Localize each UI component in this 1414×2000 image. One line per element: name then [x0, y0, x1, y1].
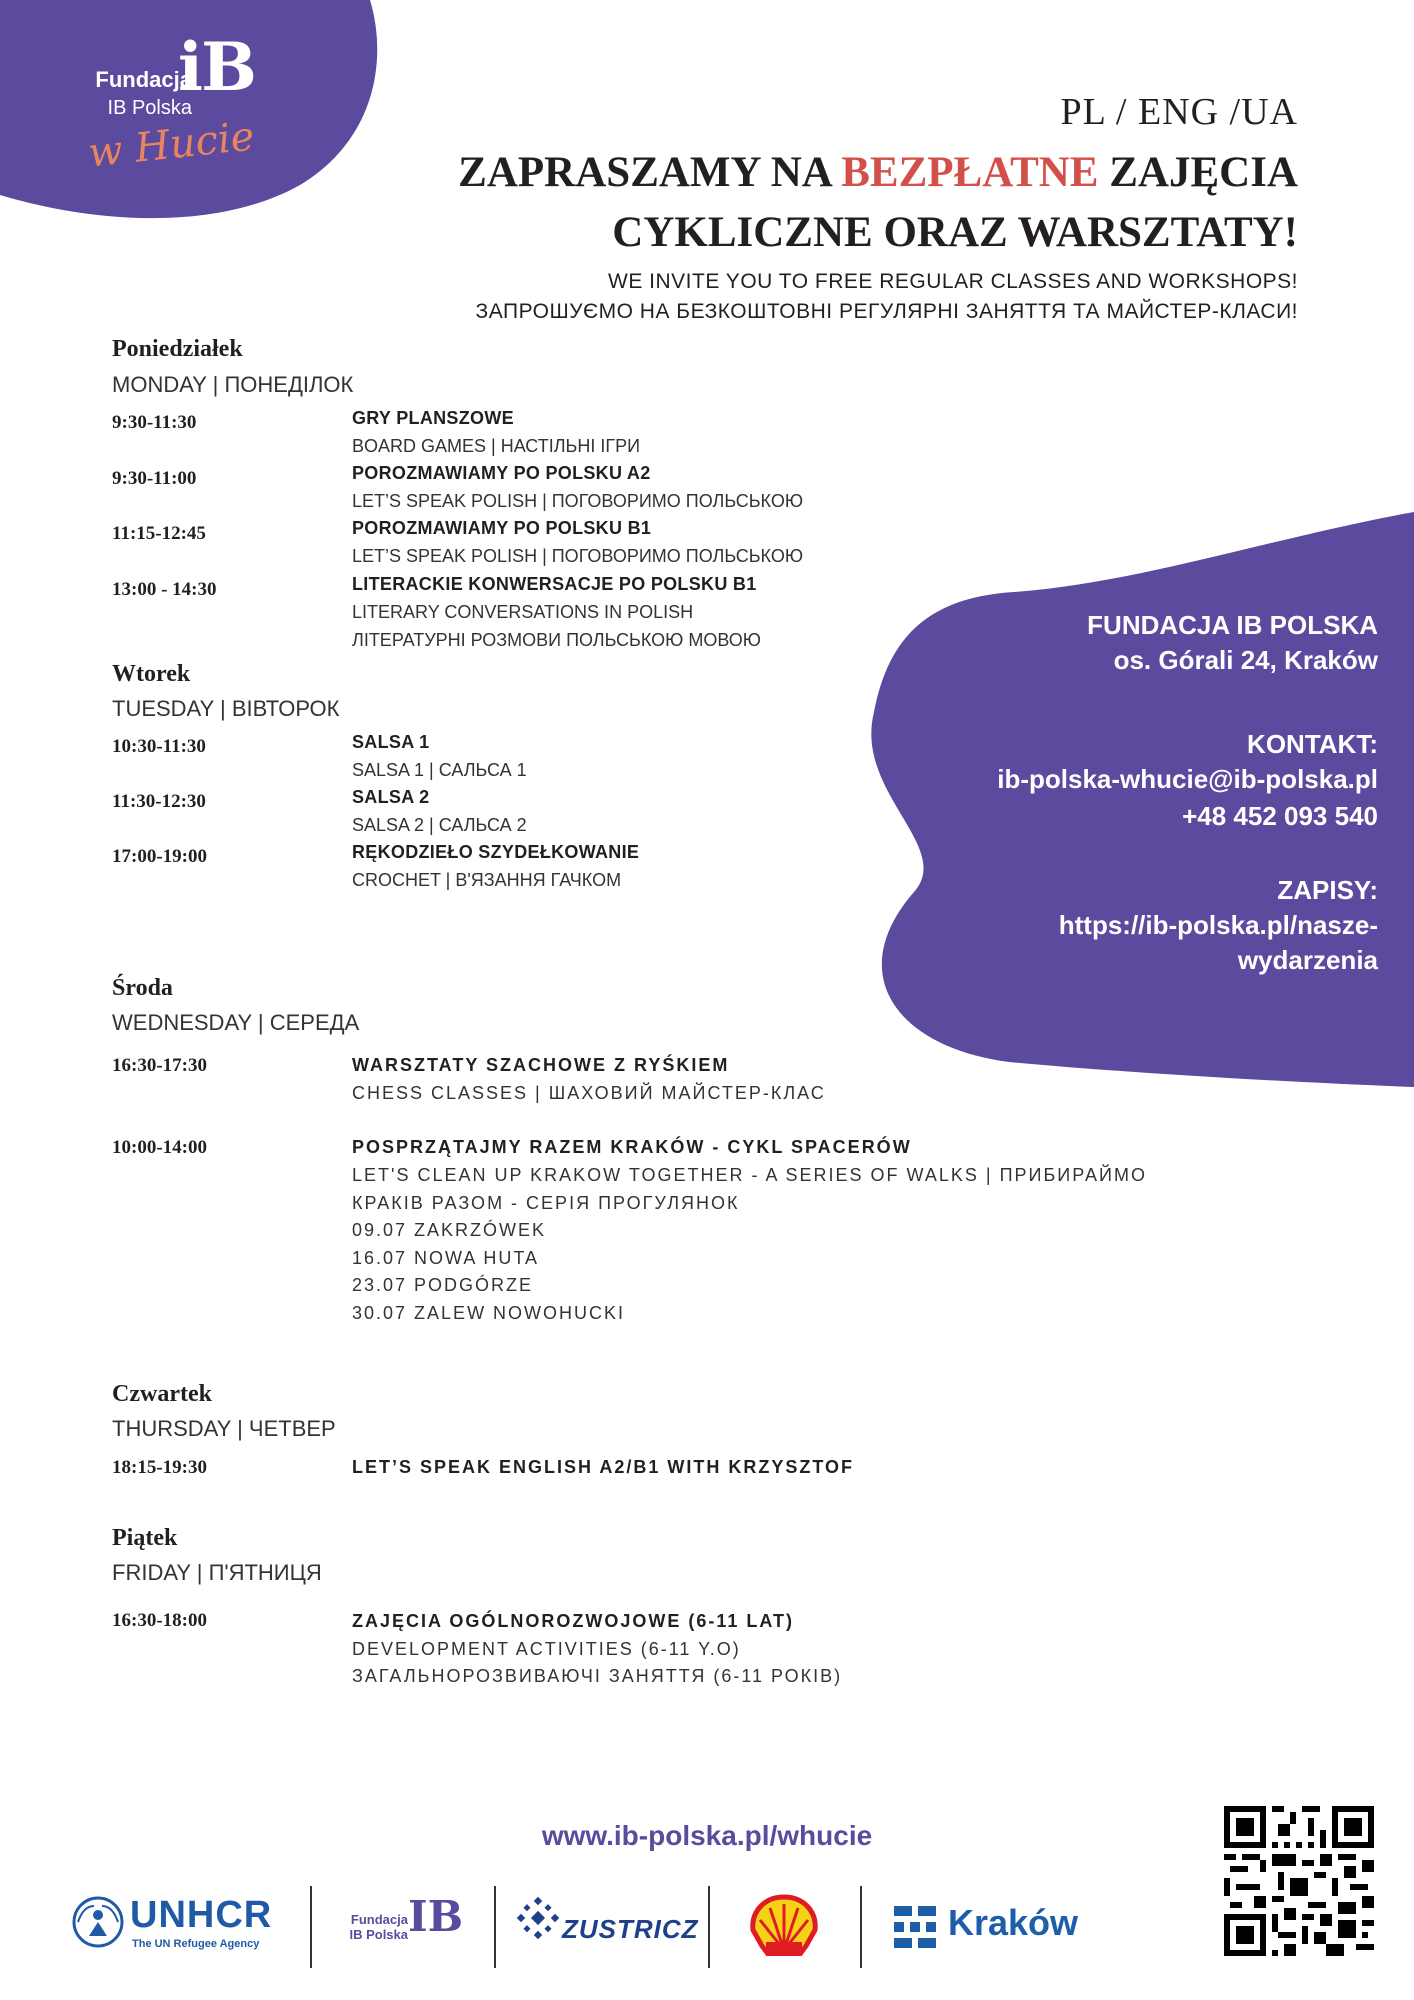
- info-signup-url-line-1: https://ib-polska.pl/nasze-: [1058, 910, 1378, 940]
- info-phone[interactable]: +48 452 093 540: [1182, 801, 1378, 831]
- qr-code[interactable]: [1224, 1806, 1374, 1956]
- day-monday: Poniedziałek: [112, 336, 243, 362]
- event-translation: CROCHET | В'ЯЗАННЯ ГАЧКОМ: [352, 870, 622, 890]
- day-monday-translations: MONDAY | ПОНЕДІЛОК: [112, 372, 354, 397]
- day-tuesday-translations: TUESDAY | ВІВТОРОК: [112, 696, 340, 721]
- logo-divider: [860, 1886, 862, 1968]
- day-friday: Piątek: [112, 1525, 178, 1551]
- logo-fundacja: [72, 66, 192, 122]
- event-time: 16:30-18:00: [112, 1610, 207, 1631]
- event-title: SALSA 1: [352, 732, 430, 752]
- event-translation: BOARD GAMES | НАСТІЛЬНІ ІГРИ: [352, 436, 641, 456]
- info-email-link[interactable]: ib-polska-whucie@ib-polska.pl: [997, 764, 1378, 794]
- headline-free: BEZPŁATNE: [841, 149, 1099, 196]
- event-time: 18:15-19:30: [112, 1457, 207, 1478]
- event-time: 9:30-11:00: [112, 468, 197, 489]
- shell-logo-icon: [748, 1894, 820, 1956]
- fundacja-ib-logo-line-1: Fundacja: [350, 1912, 408, 1927]
- event-translation: ЛІТЕРАТУРНІ РОЗМОВИ ПОЛЬСЬКОЮ МОВОЮ: [352, 630, 761, 650]
- event-time: 9:30-11:30: [112, 412, 197, 433]
- fundacja-ib-logo-line-2: IB Polska: [349, 1927, 408, 1942]
- event-translation: LET’S SPEAK POLISH | ПОГОВОРИМО ПОЛЬСЬКОЮ: [352, 546, 804, 566]
- event-time: 10:30-11:30: [112, 736, 206, 757]
- event-time: 10:00-14:00: [112, 1137, 207, 1158]
- event-translation: ЗАГАЛЬНОРОЗВИВАЮЧІ ЗАНЯТТЯ (6-11 РОКІВ): [352, 1666, 843, 1686]
- event-time: 11:15-12:45: [112, 523, 206, 544]
- logo-w-hucie: w Hucie: [86, 113, 257, 177]
- day-thursday-translations: THURSDAY | ЧЕТВЕР: [112, 1416, 336, 1441]
- day-friday-translations: FRIDAY | П'ЯТНИЦЯ: [112, 1560, 322, 1585]
- event-translation: LET'S CLEAN UP KRAKOW TOGETHER - A SERIES OF WALKS | ПРИБИРАЙМО: [352, 1165, 1147, 1185]
- zustricz-logo-text: ZUSTRICZ: [562, 1914, 699, 1944]
- headline-line-1: [398, 148, 1298, 198]
- event-translation: LET’S SPEAK POLISH | ПОГОВОРИМО ПОЛЬСЬКОЮ: [352, 491, 804, 511]
- event-translation: SALSA 1 | САЛЬСА 1: [352, 760, 527, 780]
- event-translation: SALSA 2 | САЛЬСА 2: [352, 815, 527, 835]
- event-walk-date: 16.07 NOWA HUTA: [352, 1248, 540, 1268]
- event-title: ZAJĘCIA OGÓLNOROZWOJOWE (6-11 LAT): [352, 1611, 795, 1631]
- footer-website-link[interactable]: www.ib-polska.pl/whucie: [541, 1820, 873, 1851]
- headline-line-2: CYKLICZNE ORAZ WARSZTATY!: [612, 209, 1298, 256]
- event-title: POROZMAWIAMY PO POLSKU B1: [352, 518, 652, 538]
- event-time: 16:30-17:30: [112, 1055, 207, 1076]
- language-list: PL / ENG /UA: [1060, 91, 1298, 133]
- event-time: 11:30-12:30: [112, 791, 206, 812]
- event-walk-date: 23.07 PODGÓRZE: [352, 1275, 534, 1295]
- fundacja-ib-logo-mark: IB: [408, 1892, 464, 1941]
- info-address: os. Górali 24, Kraków: [1113, 645, 1378, 675]
- info-signup-link[interactable]: [918, 908, 1378, 978]
- fundacja-ib-logo-text: [348, 1912, 408, 1942]
- day-tuesday: Wtorek: [112, 661, 191, 687]
- event-translation: DEVELOPMENT ACTIVITIES (6-11 Y.O): [352, 1639, 741, 1659]
- logo-divider: [310, 1886, 312, 1968]
- invite-ukrainian: ЗАПРОШУЄМО НА БЕЗКОШТОВНІ РЕГУЛЯРНІ ЗАНЯТТЯ ТА МАЙСТЕР-КЛАСИ!: [475, 300, 1298, 323]
- day-wednesday: Środa: [112, 975, 173, 1001]
- info-signup-url-line-2: wydarzenia: [1237, 945, 1378, 975]
- krakow-logo-text: Kraków: [948, 1902, 1079, 1943]
- event-title: POROZMAWIAMY PO POLSKU A2: [352, 463, 651, 483]
- event-title: SALSA 2: [352, 787, 430, 807]
- logo-fundacja-text: Fundacja: [95, 67, 192, 92]
- invite-english: WE INVITE YOU TO FREE REGULAR CLASSES AND WORKSHOPS!: [608, 270, 1298, 293]
- day-thursday: Czwartek: [112, 1381, 212, 1407]
- logo-divider: [708, 1886, 710, 1968]
- event-walk-date: 09.07 ZAKRZÓWEK: [352, 1220, 547, 1240]
- zustricz-logo-icon: [516, 1896, 560, 1940]
- logo-divider: [494, 1886, 496, 1968]
- unhcr-logo-text: UNHCR: [130, 1894, 273, 1936]
- logo-ib-polska-text: IB Polska: [107, 97, 192, 119]
- event-translation: LITERARY CONVERSATIONS IN POLISH: [352, 602, 694, 622]
- event-title: POSPRZĄTAJMY RAZEM KRAKÓW - CYKL SPACERÓW: [352, 1137, 912, 1157]
- event-title: LITERACKIE KONWERSACJE PO POLSKU B1: [352, 574, 757, 594]
- event-title: GRY PLANSZOWE: [352, 408, 514, 428]
- event-walk-date: 30.07 ZALEW NOWOHUCKI: [352, 1303, 626, 1323]
- event-title: WARSZTATY SZACHOWE Z RYŚKIEM: [352, 1055, 730, 1075]
- unhcr-logo-subtitle: The UN Refugee Agency: [132, 1938, 260, 1950]
- krakow-logo-icon: [894, 1906, 936, 1948]
- event-time: 13:00 - 14:30: [112, 579, 217, 600]
- event-time: 17:00-19:00: [112, 846, 207, 867]
- info-signup-label: ZAPISY:: [1277, 875, 1378, 905]
- info-org: FUNDACJA IB POLSKA: [1087, 610, 1378, 640]
- info-contact-label: KONTAKT:: [1247, 729, 1378, 759]
- logo-ib-mark: iB: [178, 28, 255, 106]
- event-title: LET’S SPEAK ENGLISH A2/B1 WITH KRZYSZTOF: [352, 1457, 855, 1477]
- event-translation: КРАКІВ РАЗОМ - СЕРІЯ ПРОГУЛЯНОК: [352, 1193, 740, 1213]
- headline-part-2: ZAJĘCIA: [1098, 149, 1298, 196]
- day-wednesday-translations: WEDNESDAY | СЕРЕДА: [112, 1010, 360, 1035]
- event-title: RĘKODZIEŁO SZYDEŁKOWANIE: [352, 842, 640, 862]
- headline-part-1: ZAPRASZAMY NA: [458, 149, 842, 196]
- unhcr-emblem-icon: [72, 1896, 124, 1948]
- event-translation: CHESS CLASSES | ШАХОВИЙ МАЙСТЕР-КЛАС: [352, 1083, 826, 1103]
